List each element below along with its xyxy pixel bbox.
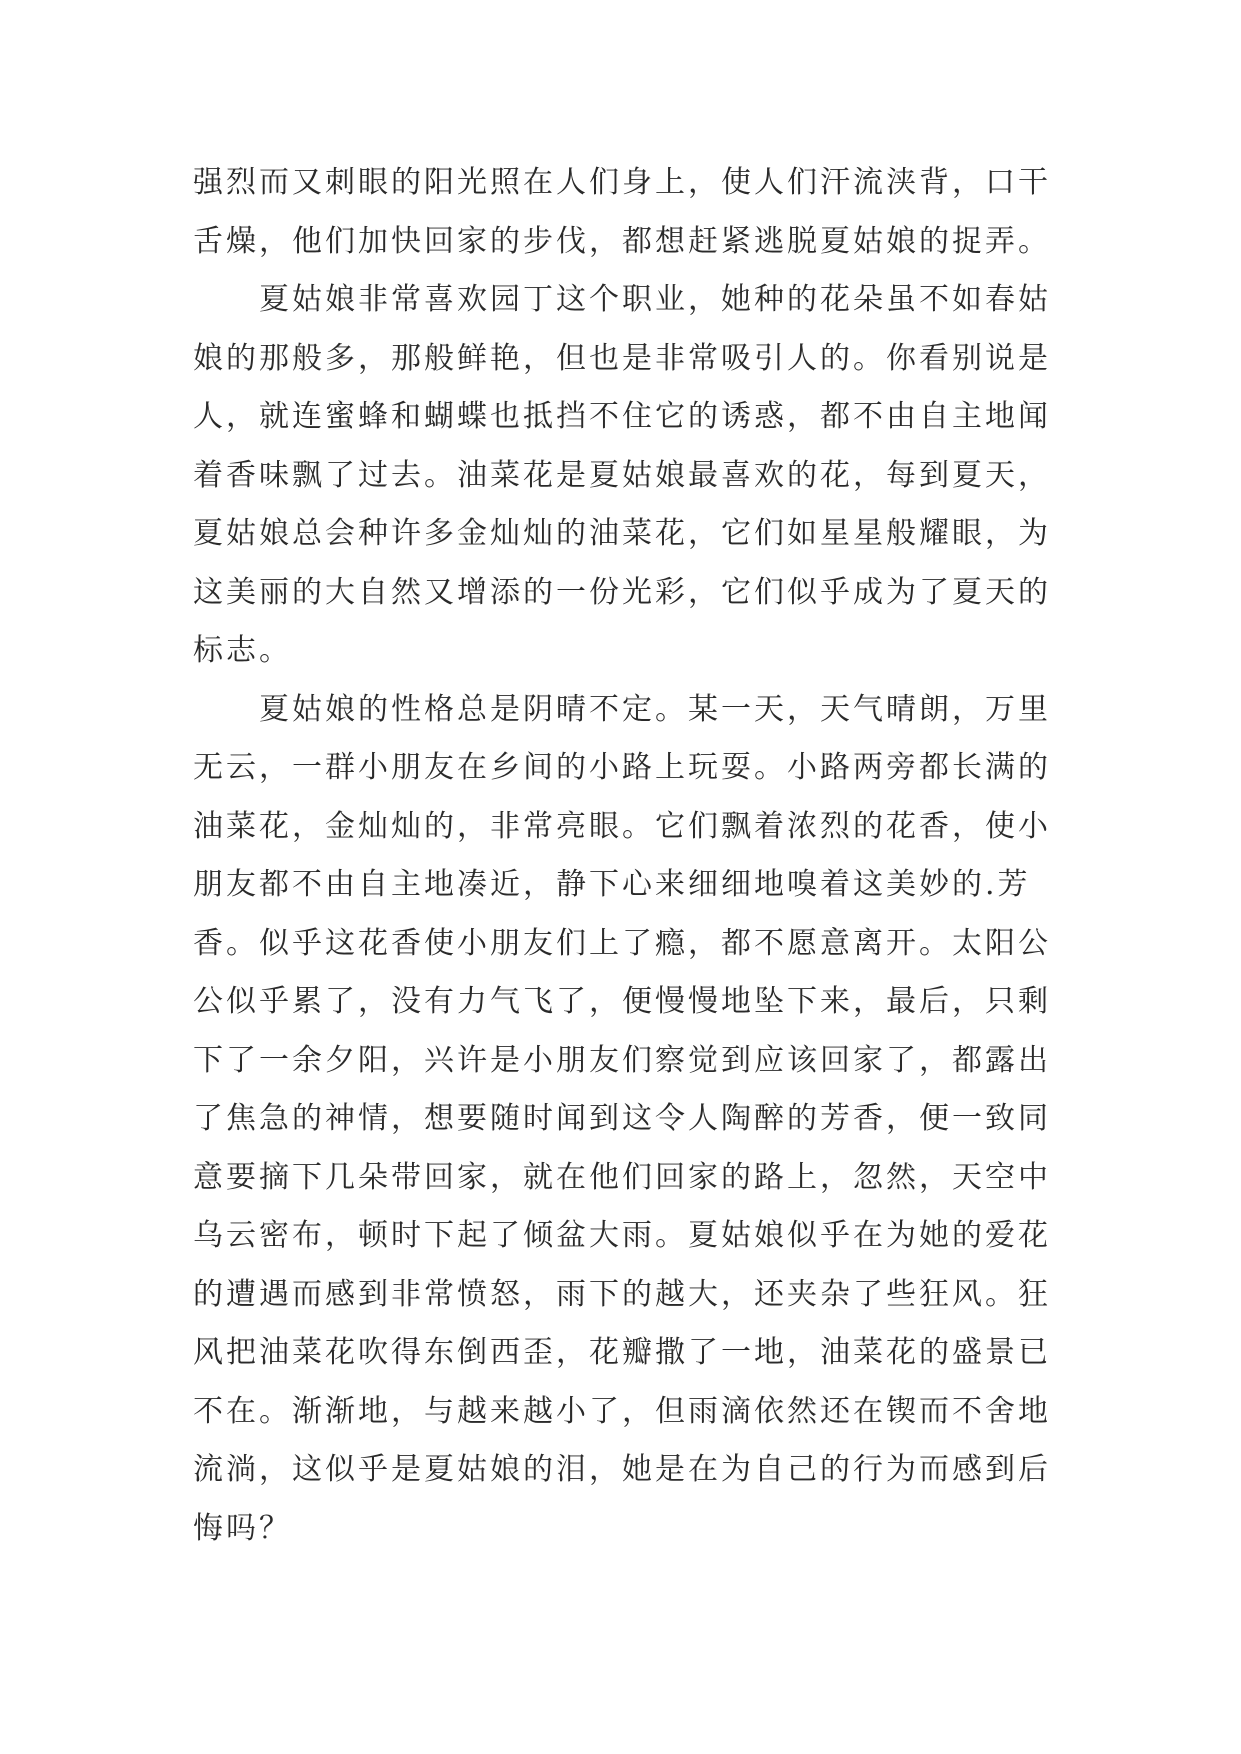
text-line: 乌云密布，顿时下起了倾盆大雨。夏姑娘似乎在为她的爱花 (193, 1218, 1051, 1253)
text-line: 朋友都不由自主地凑近，静下心来细细地嗅着这美妙的.芳 (193, 867, 1031, 902)
text-line: 标志。 (193, 633, 292, 668)
text-line: 的遭遇而感到非常愤怒，雨下的越大，还夹杂了些狂风。狂 (193, 1276, 1051, 1312)
text-line: 无云，一群小朋友在乡间的小路上玩耍。小路两旁都长满的 (193, 750, 1051, 785)
text-line: 流淌，这似乎是夏姑娘的泪，她是在为自己的行为而感到后 (193, 1452, 1051, 1487)
paragraph (193, 681, 1073, 1559)
text-line: 人，就连蜜蜂和蝴蝶也抵挡不住它的诱惑，都不由自主地闻 (193, 399, 1051, 434)
text-line: 夏姑娘非常喜欢园丁这个职业，她种的花朵虽不如春姑 (259, 282, 1051, 317)
text-line: 香。似乎这花香使小朋友们上了瘾，都不愿意离开。太阳公 (193, 925, 1051, 961)
text-line: 强烈而又刺眼的阳光照在人们身上，使人们汗流浃背，口干 (193, 165, 1051, 200)
text-line: 舌燥，他们加快回家的步伐，都想赶紧逃脱夏姑娘的捉弄。 (193, 223, 1051, 259)
text-line: 公似乎累了，没有力气飞了，便慢慢地坠下来，最后，只剩 (193, 984, 1051, 1019)
text-line: 这美丽的大自然又增添的一份光彩，它们似乎成为了夏天的 (193, 574, 1051, 610)
text-line: 意要摘下几朵带回家，就在他们回家的路上，忽然，天空中 (193, 1159, 1051, 1195)
body-text (193, 154, 1073, 1558)
text-line: 着香味飘了过去。油菜花是夏姑娘最喜欢的花，每到夏天， (193, 457, 1051, 493)
paragraph (193, 271, 1073, 681)
text-line: 不在。渐渐地，与越来越小了，但雨滴依然还在锲而不舍地 (193, 1393, 1051, 1429)
text-line: 夏姑娘总会种许多金灿灿的油菜花，它们如星星般耀眼，为 (193, 516, 1051, 551)
text-line: 娘的那般多，那般鲜艳，但也是非常吸引人的。你看别说是 (193, 340, 1051, 376)
text-line: 了焦急的神情，想要随时闻到这令人陶醉的芳香，便一致同 (193, 1101, 1051, 1136)
text-line: 油菜花，金灿灿的，非常亮眼。它们飘着浓烈的花香，使小 (193, 808, 1051, 844)
text-line: 下了一余夕阳，兴许是小朋友们察觉到应该回家了，都露出 (193, 1042, 1051, 1078)
text-line: 夏姑娘的性格总是阴晴不定。某一天，天气晴朗，万里 (259, 691, 1051, 727)
paragraph (193, 154, 1073, 271)
text-line: 悔吗？ (193, 1510, 292, 1546)
text-line: 风把油菜花吹得东倒西歪，花瓣撒了一地，油菜花的盛景已 (193, 1335, 1051, 1370)
